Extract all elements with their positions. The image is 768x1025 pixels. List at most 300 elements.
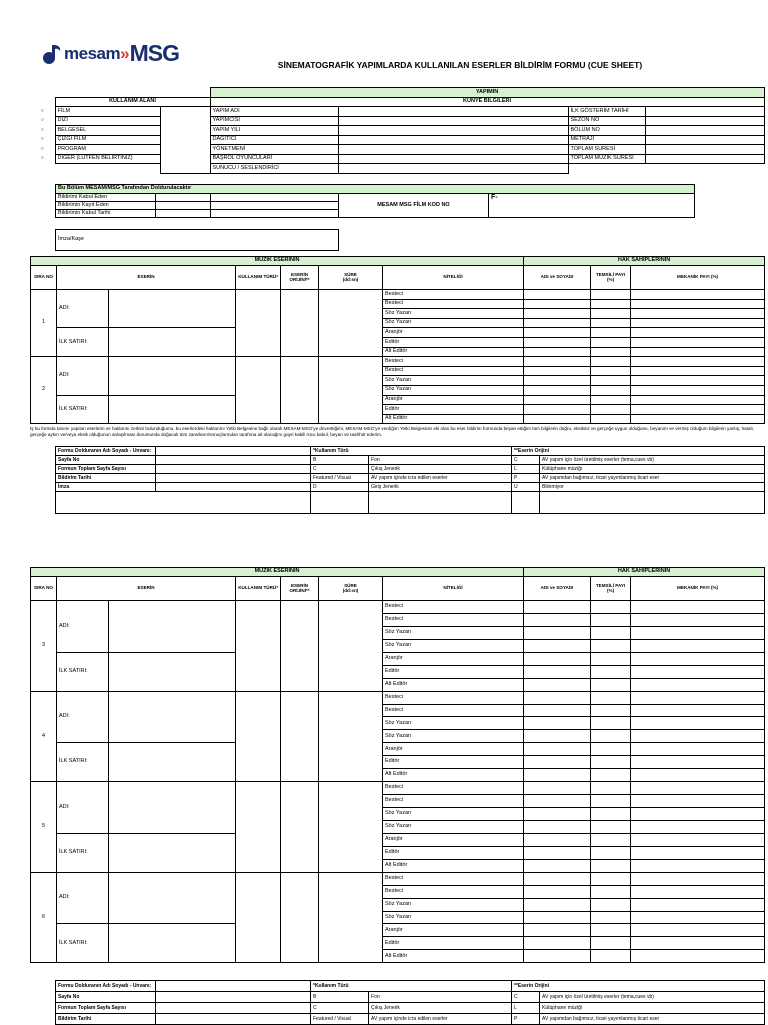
entry-row <box>31 652 765 665</box>
orijin-legend-header: **Eserin Orijini <box>512 447 765 456</box>
kullanim-turu-legend-header: *Kullanım Türü <box>311 447 512 456</box>
temsili-field[interactable] <box>591 318 631 328</box>
role-label: Besteci <box>383 795 524 808</box>
orijin-field[interactable] <box>281 357 319 424</box>
temsili-header: TEMSİLİ PAYI (%) <box>591 266 631 290</box>
eser-ilk-satir-label: İLK SATIRI: <box>57 652 109 691</box>
kunye-right-value[interactable] <box>645 145 764 155</box>
eserin-header: ESERİN <box>57 577 236 601</box>
eser-ilk-satir-field[interactable] <box>109 924 236 963</box>
entry-row <box>31 601 765 614</box>
kunye-value[interactable] <box>338 135 568 145</box>
orijin-field[interactable] <box>281 601 319 692</box>
legend-left-field[interactable] <box>156 981 311 992</box>
temsili-field[interactable] <box>591 911 631 924</box>
temsili-field[interactable] <box>591 405 631 415</box>
temsili-field[interactable] <box>591 833 631 846</box>
adi-soyadi-field[interactable] <box>524 652 591 665</box>
kt-desc: Çıkış Jenerik <box>369 465 512 474</box>
mesam-box <box>55 184 695 218</box>
adi-soyadi-field[interactable] <box>524 782 591 795</box>
kullanim-item: BELGESEL <box>55 126 160 136</box>
orijin-field[interactable] <box>281 691 319 782</box>
mekanik-field[interactable] <box>631 769 765 782</box>
kt-code: C <box>311 465 369 474</box>
muzik-eseri-header: MÜZİK ESERİNİN <box>31 568 524 577</box>
role-label: Söz Yazarı <box>383 639 524 652</box>
radio-icon[interactable]: ○ <box>40 155 44 162</box>
temsili-field[interactable] <box>591 691 631 704</box>
role-label: Söz Yazarı <box>383 820 524 833</box>
orijin-field[interactable] <box>281 872 319 963</box>
adi-soyadi-field[interactable] <box>524 357 591 367</box>
adi-soyadi-field[interactable] <box>524 347 591 357</box>
role-label: Aranjör <box>383 833 524 846</box>
temsili-field[interactable] <box>591 613 631 626</box>
mekanik-field[interactable] <box>631 911 765 924</box>
mekanik-field[interactable] <box>631 898 765 911</box>
eser-adi-label: ADI: <box>57 601 109 653</box>
sira-no-header: SIRA NO <box>31 266 57 290</box>
temsili-field[interactable] <box>591 898 631 911</box>
eser-ilk-satir-field[interactable] <box>109 395 236 424</box>
temsili-field[interactable] <box>591 808 631 821</box>
temsili-field[interactable] <box>591 639 631 652</box>
mesam-row-label: Bildirimi Kabul Eden <box>56 194 156 202</box>
kunye-value[interactable] <box>338 107 568 117</box>
eser-ilk-satir-field[interactable] <box>109 833 236 872</box>
mekanik-field[interactable] <box>631 414 765 424</box>
adi-soyadi-field[interactable] <box>524 385 591 395</box>
temsili-field[interactable] <box>591 337 631 347</box>
entry-row <box>31 357 765 367</box>
orijin-field[interactable] <box>281 782 319 873</box>
adi-soyadi-field[interactable] <box>524 366 591 376</box>
legend-left-field[interactable] <box>156 474 311 483</box>
temsili-field[interactable] <box>591 782 631 795</box>
adi-soyadi-field[interactable] <box>524 898 591 911</box>
kullanim-turu-field[interactable] <box>236 691 281 782</box>
kunye-value[interactable] <box>338 145 568 155</box>
mesam-field[interactable] <box>211 202 339 210</box>
adi-soyadi-field[interactable] <box>524 885 591 898</box>
mekanik-field[interactable] <box>631 405 765 415</box>
mekanik-field[interactable] <box>631 639 765 652</box>
adi-soyadi-field[interactable] <box>524 743 591 756</box>
eser-ilk-satir-field[interactable] <box>109 743 236 782</box>
temsili-header: TEMSİLİ PAYI (%) <box>591 577 631 601</box>
temsili-field[interactable] <box>591 769 631 782</box>
role-label: Besteci <box>383 872 524 885</box>
mekanik-field[interactable] <box>631 833 765 846</box>
adi-soyadi-field[interactable] <box>524 846 591 859</box>
radio-icon[interactable]: ○ <box>40 145 44 152</box>
mekanik-field[interactable] <box>631 347 765 357</box>
kunye-right-label: İLK GÖSTERİM TARİHİ <box>568 107 645 117</box>
eser-adi-field[interactable] <box>109 357 236 395</box>
temsili-field[interactable] <box>591 414 631 424</box>
eser-adi-label: ADI: <box>57 782 109 834</box>
eser-ilk-satir-label: İLK SATIRI: <box>57 395 109 424</box>
mekanik-field[interactable] <box>631 357 765 367</box>
kullanim-turu-field[interactable] <box>236 782 281 873</box>
role-label: Söz Yazarı <box>383 730 524 743</box>
temsili-field[interactable] <box>591 347 631 357</box>
temsili-field[interactable] <box>591 290 631 300</box>
mekanik-field[interactable] <box>631 652 765 665</box>
mekanik-field[interactable] <box>631 366 765 376</box>
temsili-field[interactable] <box>591 652 631 665</box>
mekanik-field[interactable] <box>631 601 765 614</box>
legend-left-label: Bildirim Tarihi <box>56 474 156 483</box>
adi-soyadi-field[interactable] <box>524 717 591 730</box>
mekanik-field[interactable] <box>631 937 765 950</box>
sira-no-header: SIRA NO <box>31 577 57 601</box>
role-label: Besteci <box>383 299 524 309</box>
temsili-field[interactable] <box>591 704 631 717</box>
kunye-right-value[interactable] <box>645 135 764 145</box>
kt-desc: Giriş Jenerik <box>369 483 512 492</box>
eo-desc: AV yapımdan bağımsız, ticari yayımlanmış ticari eser <box>540 1014 765 1025</box>
entry-row <box>31 691 765 704</box>
adi-soyadi-field[interactable] <box>524 639 591 652</box>
entry-row <box>31 833 765 846</box>
temsili-field[interactable] <box>591 366 631 376</box>
kunye-label: YAPIMCISI <box>210 116 338 126</box>
mekanik-field[interactable] <box>631 872 765 885</box>
temsili-field[interactable] <box>591 820 631 833</box>
mekanik-header: MEKANİK PAYI (%) <box>631 266 765 290</box>
kullanim-turu-legend-header: *Kullanım Türü <box>311 981 512 992</box>
kunye-label: DAĞITICI <box>210 135 338 145</box>
temsili-field[interactable] <box>591 743 631 756</box>
adi-soyadi-field[interactable] <box>524 833 591 846</box>
adi-soyadi-field[interactable] <box>524 299 591 309</box>
temsili-field[interactable] <box>591 859 631 872</box>
sure-header <box>319 577 383 601</box>
mekanik-field[interactable] <box>631 704 765 717</box>
adi-soyadi-field[interactable] <box>524 678 591 691</box>
orijin-field[interactable] <box>281 290 319 357</box>
role-label: Editör <box>383 405 524 415</box>
kunye-value[interactable] <box>338 116 568 126</box>
mesam-field[interactable] <box>156 210 211 218</box>
temsili-field[interactable] <box>591 357 631 367</box>
sure-label: SÜRE <box>344 582 357 588</box>
role-label: Editör <box>383 665 524 678</box>
mekanik-field[interactable] <box>631 743 765 756</box>
temsili-field[interactable] <box>591 937 631 950</box>
temsili-field[interactable] <box>591 924 631 937</box>
hak-sahipleri-header: HAK SAHİPLERİNİN <box>524 257 765 266</box>
legend-empty <box>311 492 369 514</box>
adi-soyadi-header: ADI ve SOYADI <box>524 577 591 601</box>
temsili-field[interactable] <box>591 328 631 338</box>
adi-soyadi-field[interactable] <box>524 872 591 885</box>
entry-row <box>31 395 765 405</box>
temsili-field[interactable] <box>591 601 631 614</box>
mekanik-field[interactable] <box>631 808 765 821</box>
sure-field[interactable] <box>319 290 383 357</box>
kunye-right-value[interactable] <box>645 126 764 136</box>
temsili-field[interactable] <box>591 950 631 963</box>
mesam-row-label: Bildirimin Kabul Tarihi <box>56 210 156 218</box>
temsili-field[interactable] <box>591 626 631 639</box>
mekanik-field[interactable] <box>631 859 765 872</box>
mekanik-field[interactable] <box>631 337 765 347</box>
mekanik-field[interactable] <box>631 820 765 833</box>
eo-code: C <box>512 992 540 1003</box>
adi-soyadi-field[interactable] <box>524 318 591 328</box>
mekanik-field[interactable] <box>631 730 765 743</box>
eser-adi-field[interactable] <box>109 782 236 834</box>
legend-left-field[interactable] <box>156 447 311 456</box>
role-label: Besteci <box>383 782 524 795</box>
music-table-2 <box>30 567 765 963</box>
mekanik-field[interactable] <box>631 290 765 300</box>
kullanim-turu-field[interactable] <box>236 290 281 357</box>
temsili-field[interactable] <box>591 665 631 678</box>
legend-left-field[interactable] <box>156 465 311 474</box>
temsili-field[interactable] <box>591 376 631 386</box>
kunye-label: BAŞROL OYUNCULARI <box>210 154 338 164</box>
mekanik-field[interactable] <box>631 846 765 859</box>
temsili-field[interactable] <box>591 385 631 395</box>
kunye-right-label: SEZON NO <box>568 116 645 126</box>
kt-desc: Fon <box>369 456 512 465</box>
eserin-header: ESERİN <box>57 266 236 290</box>
legend-left-field[interactable] <box>156 456 311 465</box>
mekanik-field[interactable] <box>631 665 765 678</box>
mesam-field[interactable] <box>211 210 339 218</box>
kunye-right-value[interactable] <box>645 154 764 164</box>
legend-left-label: Sayfa No <box>56 456 156 465</box>
eser-ilk-satir-label: İLK SATIRI: <box>57 328 109 357</box>
mesam-field[interactable] <box>156 194 211 202</box>
adi-soyadi-field[interactable] <box>524 730 591 743</box>
kod-label: MESAM MSG FİLM KOD NO <box>339 194 489 218</box>
eo-code: L <box>512 465 540 474</box>
temsili-field[interactable] <box>591 795 631 808</box>
yapim-header: YAPIMIN <box>210 88 764 98</box>
sure-field[interactable] <box>319 782 383 873</box>
mekanik-field[interactable] <box>631 950 765 963</box>
mesam-field[interactable] <box>211 194 339 202</box>
temsili-field[interactable] <box>591 678 631 691</box>
imza-label[interactable]: İmza/Kaşe <box>56 230 339 251</box>
kunye-value[interactable] <box>338 154 568 164</box>
role-label: Besteci <box>383 601 524 614</box>
kunye-value[interactable] <box>338 164 568 174</box>
legend-left-label: İmza <box>56 483 156 492</box>
music-note-icon <box>40 42 64 66</box>
role-label: Aranjör <box>383 924 524 937</box>
mekanik-field[interactable] <box>631 309 765 319</box>
mesam-box-header: Bu Bölüm MESAM/MSG Tarafından Doldurulacaktır <box>56 185 695 194</box>
adi-soyadi-field[interactable] <box>524 859 591 872</box>
eser-ilk-satir-label: İLK SATIRI: <box>57 833 109 872</box>
adi-soyadi-field[interactable] <box>524 395 591 405</box>
temsili-field[interactable] <box>591 846 631 859</box>
kod-value[interactable]: F- <box>489 194 695 218</box>
orijin-header: ESERİN ORİJİNİ** <box>281 266 319 290</box>
radio-icon[interactable]: ○ <box>40 117 44 124</box>
kullanim-item: DİĞER (LÜTFEN BELİRTİNİZ) <box>55 154 160 164</box>
temsili-field[interactable] <box>591 299 631 309</box>
kullanim-turu-header: KULLANIM TÜRÜ* <box>236 577 281 601</box>
adi-soyadi-field[interactable] <box>524 808 591 821</box>
mekanik-field[interactable] <box>631 924 765 937</box>
mekanik-field[interactable] <box>631 678 765 691</box>
temsili-field[interactable] <box>591 872 631 885</box>
mekanik-field[interactable] <box>631 885 765 898</box>
adi-soyadi-field[interactable] <box>524 820 591 833</box>
legend-left-label: Formu Dolduranın Adı Soyadı - Unvanı: <box>56 447 156 456</box>
mekanik-field[interactable] <box>631 691 765 704</box>
sure-field[interactable] <box>319 691 383 782</box>
mekanik-field[interactable] <box>631 782 765 795</box>
mesam-field[interactable] <box>156 202 211 210</box>
role-label: Besteci <box>383 357 524 367</box>
niteligi-header: NİTELİĞİ <box>383 266 524 290</box>
adi-soyadi-field[interactable] <box>524 626 591 639</box>
mesam-row-label: Bildirimin Kayıt Eden <box>56 202 156 210</box>
orijin-legend-header: **Eserin Orijini <box>512 981 765 992</box>
mekanik-field[interactable] <box>631 626 765 639</box>
music-table-1 <box>30 256 765 424</box>
kullanim-turu-header: KULLANIM TÜRÜ* <box>236 266 281 290</box>
mekanik-field[interactable] <box>631 385 765 395</box>
role-label: Alt Editör <box>383 678 524 691</box>
adi-soyadi-field[interactable] <box>524 769 591 782</box>
adi-soyadi-field[interactable] <box>524 665 591 678</box>
eser-adi-field[interactable] <box>109 872 236 924</box>
adi-soyadi-field[interactable] <box>524 937 591 950</box>
adi-soyadi-field[interactable] <box>524 337 591 347</box>
eser-ilk-satir-field[interactable] <box>109 652 236 691</box>
adi-soyadi-field[interactable] <box>524 405 591 415</box>
mekanik-field[interactable] <box>631 717 765 730</box>
role-label: Editör <box>383 756 524 769</box>
adi-soyadi-field[interactable] <box>524 924 591 937</box>
adi-soyadi-header: ADI ve SOYADI <box>524 266 591 290</box>
kt-code: B <box>311 992 369 1003</box>
sure-field[interactable] <box>319 601 383 692</box>
mekanik-field[interactable] <box>631 376 765 386</box>
temsili-field[interactable] <box>591 730 631 743</box>
legend-spacer <box>56 492 311 514</box>
adi-soyadi-field[interactable] <box>524 309 591 319</box>
radio-icon[interactable]: ○ <box>40 107 44 114</box>
role-label: Söz Yazarı <box>383 626 524 639</box>
sure-field[interactable] <box>319 357 383 424</box>
temsili-field[interactable] <box>591 395 631 405</box>
role-label: Alt Editör <box>383 347 524 357</box>
mekanik-field[interactable] <box>631 613 765 626</box>
legend-table-1 <box>55 446 765 514</box>
eser-ilk-satir-field[interactable] <box>109 328 236 357</box>
eo-code: P <box>512 474 540 483</box>
entry-row <box>31 924 765 937</box>
adi-soyadi-field[interactable] <box>524 613 591 626</box>
hak-sahipleri-header: HAK SAHİPLERİNİN <box>524 568 765 577</box>
legend-left-label: Formu Dolduranın Adı Soyadı - Unvanı: <box>56 981 156 992</box>
legend-left-field[interactable] <box>156 483 311 492</box>
adi-soyadi-field[interactable] <box>524 290 591 300</box>
temsili-field[interactable] <box>591 717 631 730</box>
kullanim-turu-field[interactable] <box>236 601 281 692</box>
adi-soyadi-field[interactable] <box>524 795 591 808</box>
role-label: Aranjör <box>383 328 524 338</box>
legend-left-field[interactable] <box>156 992 311 1003</box>
imza-box <box>55 229 339 251</box>
eser-adi-label: ADI: <box>57 691 109 743</box>
legend-left-field[interactable] <box>156 1014 311 1025</box>
temsili-field[interactable] <box>591 756 631 769</box>
temsili-field[interactable] <box>591 309 631 319</box>
adi-soyadi-field[interactable] <box>524 911 591 924</box>
adi-soyadi-field[interactable] <box>524 950 591 963</box>
kullanim-item: PROGRAM <box>55 145 160 155</box>
adi-soyadi-field[interactable] <box>524 704 591 717</box>
entry-row <box>31 782 765 795</box>
legend-empty <box>369 492 512 514</box>
kullanim-turu-field[interactable] <box>236 357 281 424</box>
declaration-text: İş bu formda tanımı yapılan eserlerin ve haklarını zerkini bulunduğumu, bu eserlerdeki haklarımı Yetki Belgesine bağlı olarak MESAM-MSG'ye devrettiğimi, MESAM-MSG'ye verdiğim Yetki Belgesinin eki olan bu eser bildirim formunda beyan ettiğim tüm bilgilerin doğru, eksiksiz ve gerçeğe uygun olduğunu, beyanım ve vermiş olduğum bilgilerin yanlış, hatalı, gerçeğe aykırı ve/veya eksik olduğunun anlaşılması durumunda doğacak tüm zararların/sonuçlarından tarafıma ait olacağını gayri kabili rücu kabul, beyan ve taahhüt ederim. <box>30 426 755 437</box>
kunye-right-value[interactable] <box>645 116 764 126</box>
role-label: Söz Yazarı <box>383 717 524 730</box>
adi-soyadi-field[interactable] <box>524 691 591 704</box>
eo-desc: AV yapım için özel üretilmiş eserler (tema,cues vb) <box>540 456 765 465</box>
adi-soyadi-field[interactable] <box>524 376 591 386</box>
mekanik-field[interactable] <box>631 756 765 769</box>
legend-left-field[interactable] <box>156 1003 311 1014</box>
kunye-right-value[interactable] <box>645 107 764 117</box>
mekanik-field[interactable] <box>631 395 765 405</box>
kunye-value[interactable] <box>338 126 568 136</box>
mekanik-field[interactable] <box>631 318 765 328</box>
adi-soyadi-field[interactable] <box>524 414 591 424</box>
adi-soyadi-field[interactable] <box>524 328 591 338</box>
role-label: Besteci <box>383 290 524 300</box>
sure-unit: (dd:sn) <box>342 276 359 282</box>
radio-icon[interactable]: ○ <box>40 136 44 143</box>
kt-code: B <box>311 456 369 465</box>
mekanik-field[interactable] <box>631 328 765 338</box>
kt-desc: Fon <box>369 992 512 1003</box>
mekanik-field[interactable] <box>631 299 765 309</box>
radio-icon[interactable]: ○ <box>40 126 44 133</box>
kunye-label: SUNUCU / SESLENDİRİCİ <box>210 164 338 174</box>
sira-no: 1 <box>31 290 57 357</box>
kullanim-turu-field[interactable] <box>236 872 281 963</box>
adi-soyadi-field[interactable] <box>524 756 591 769</box>
eser-adi-field[interactable] <box>109 601 236 653</box>
temsili-field[interactable] <box>591 885 631 898</box>
brand-mesam: mesam <box>64 43 121 63</box>
kunye-label: YAPIM ADI <box>210 107 338 117</box>
adi-soyadi-field[interactable] <box>524 601 591 614</box>
kt-desc: AV yapım içinde icra edilen eserler <box>369 474 512 483</box>
eo-desc: Kütüphane müziği <box>540 465 765 474</box>
mekanik-field[interactable] <box>631 795 765 808</box>
eser-adi-field[interactable] <box>109 691 236 743</box>
sure-field[interactable] <box>319 872 383 963</box>
sure-unit: (dd:sn) <box>342 587 359 593</box>
eser-adi-field[interactable] <box>109 290 236 328</box>
eser-adi-label: ADI: <box>57 290 109 328</box>
kunye-right-label: TOPLAM SURESİ <box>568 145 645 155</box>
